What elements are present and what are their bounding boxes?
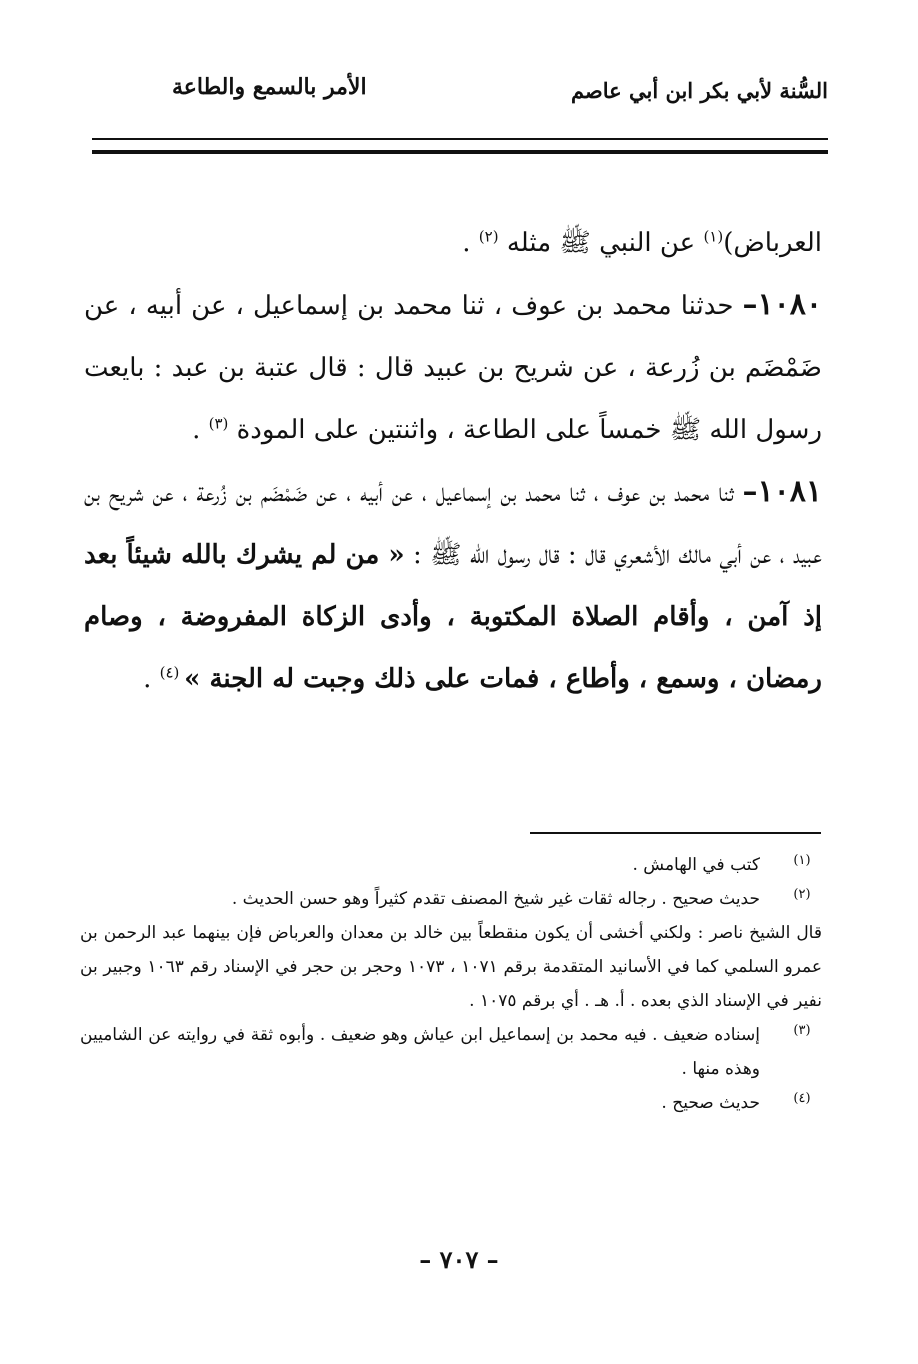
footnote [80, 1086, 822, 1120]
hadith-1080 [84, 274, 822, 461]
footnote-number: (٢) [793, 887, 811, 902]
hadith-number: ١٠٨٠– [742, 287, 822, 322]
book-title: السُّنة لأبي بكر ابن أبي عاصم [570, 78, 828, 103]
footnote-text: كتب في الهامش . [632, 855, 760, 875]
footnote-number: (٤) [793, 1091, 811, 1106]
intro-paragraph [84, 212, 822, 274]
running-header [92, 74, 828, 114]
hadith-text: ثنا محمد بن عوف ، ثنا محمد بن إسماعيل ، عن أبيه ، عن ضَمْضَم بن زُرعة ، عن شريح بن عبيد ، عن أبي مالك الأشعري قال : قال رسول الله ﷺ : [84, 478, 822, 570]
footnote [80, 1018, 822, 1086]
footnote-continuation: قال الشيخ ناصر : ولكني أخشى أن يكون منقطعاً بين خالد بن معدان والعرباض فإن بينهما عبد الرحمن بن عمرو السلمي كما في الأسانيد المتقدمة برقم ١٠٧١ ، ١٠٧٣ وحجر بن حجر في الإسناد رقم ١٠٦٣ وجبير بن نفير في الإسناد الذي بعده . أ. هـ . أي برقم ١٠٧٥ . [80, 923, 823, 1011]
footnote-ref-2: (٢) [478, 227, 499, 246]
header-rule-thick [92, 150, 828, 154]
intro-text-b: عن النبي ﷺ مثله [498, 228, 704, 258]
hadith-number: ١٠٨١– [742, 474, 822, 509]
page-number: – ٧٠٧ – [419, 1245, 499, 1274]
footnote-text: إسناده ضعيف . فيه محمد بن إسماعيل ابن عياش وهو ضعيف . وأبوه ثقة في روايته عن الشاميين وهذه منها . [80, 1025, 760, 1079]
footnote-separator [530, 832, 821, 834]
footnote-number: (٣) [793, 1023, 811, 1038]
footnote-text: حديث صحيح . رجاله ثقات غير شيخ المصنف تقدم كثيراً وهو حسن الحديث . [231, 889, 760, 909]
footnote [80, 848, 822, 882]
footnotes [80, 848, 822, 1120]
footnote-number: (١) [793, 853, 811, 868]
footnote [80, 882, 822, 916]
hadith-text: حدثنا محمد بن عوف ، ثنا محمد بن إسماعيل ، عن أبيه ، عن ضَمْضَم بن زُرعة ، عن شريح بن عبيد قال : قال عتبة بن عبد : بايعت رسول الله ﷺ خمساً على الطاعة ، واثنتين على المودة [84, 291, 822, 445]
main-text [84, 212, 822, 710]
footnote-text: حديث صحيح . [661, 1093, 760, 1113]
hadith-1081 [84, 461, 822, 710]
hadith-matn: « من لم يشرك بالله شيئاً بعد إذ آمن ، وأقام الصلاة المكتوبة ، وأدى الزكاة المفروضة ، وصام رمضان ، وسمع ، وأطاع ، فمات على ذلك وجبت له الجنة » [84, 540, 822, 694]
hadith-text-end: . [192, 415, 209, 445]
intro-text-a: العرباض) [723, 228, 822, 258]
header-rule-thin [92, 138, 828, 140]
hadith-text-end: . [143, 664, 160, 694]
footnote-ref-4: (٤) [159, 663, 185, 682]
intro-text-c: . [462, 228, 479, 258]
chapter-title: الأمر بالسمع والطاعة [172, 74, 367, 100]
footnote-ref-3: (٣) [208, 414, 229, 433]
footnote-ref-1: (١) [703, 227, 724, 246]
